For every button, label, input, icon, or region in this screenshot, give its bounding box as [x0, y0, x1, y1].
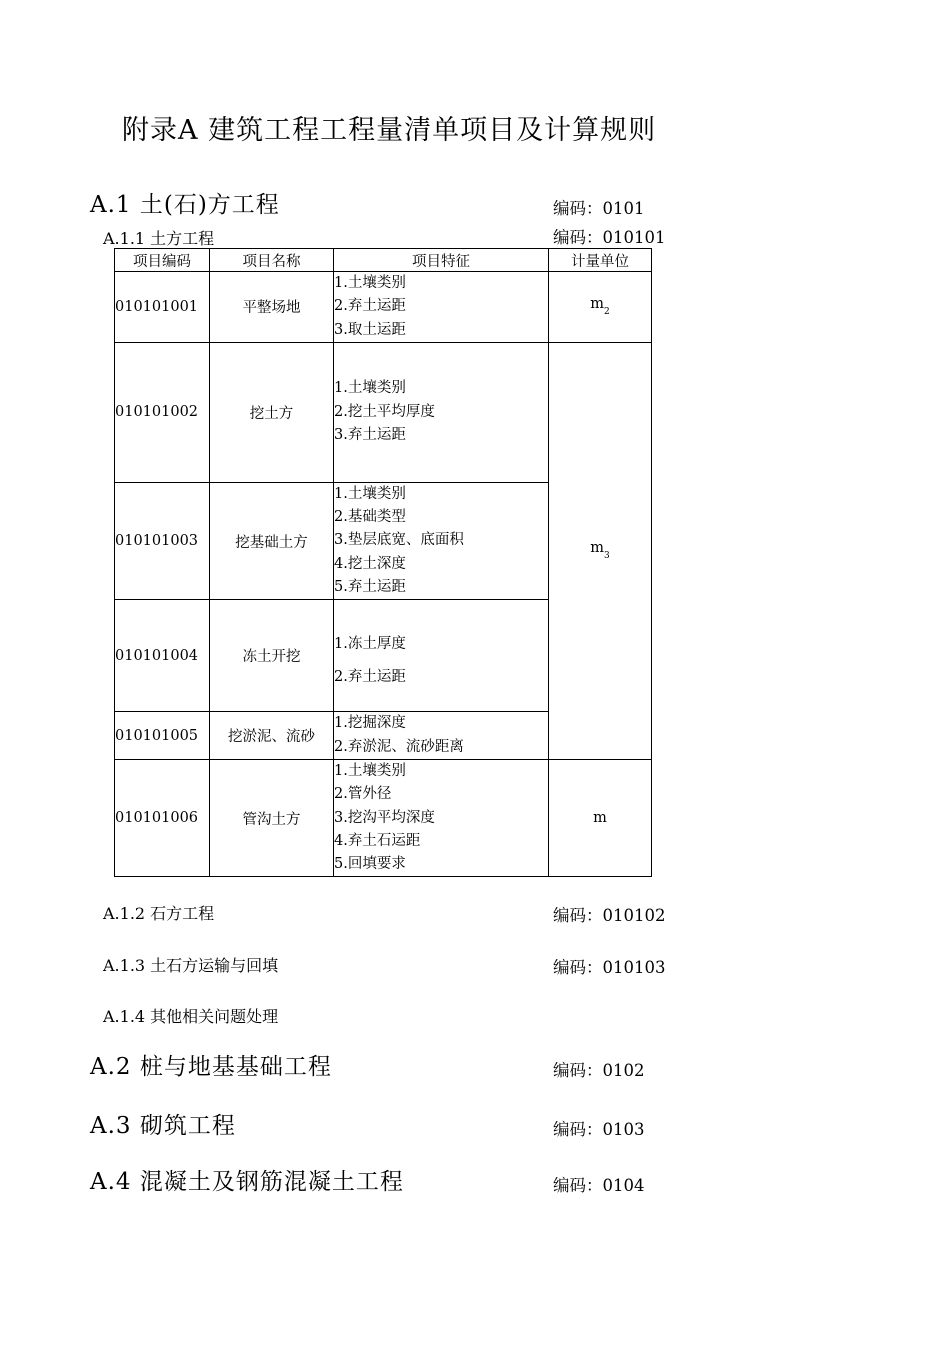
feature-line: 5.弃土运距 [334, 579, 406, 596]
section-a14-title: A.1.4 其他相关问题处理 [103, 1007, 279, 1026]
feature-line: 2.弃土运距 [334, 668, 406, 685]
feature-line: 2.挖土平均厚度 [334, 403, 435, 420]
section-a12-title: A.1.2 石方工程 [103, 904, 215, 923]
section-a3-code: 编码：0103 [553, 1120, 645, 1139]
header-code: 项目编码 [115, 249, 210, 272]
item-code: 010101004 [115, 600, 210, 712]
item-features [334, 759, 549, 876]
feature-line: 2.弃土运距 [334, 298, 406, 315]
feature-line: 1.土壤类别 [334, 485, 406, 502]
item-unit [549, 759, 652, 876]
item-unit [549, 342, 652, 759]
feature-line: 3.挖沟平均深度 [334, 809, 435, 826]
section-a11-code: 编码：010101 [553, 228, 666, 247]
table-row [115, 759, 652, 876]
feature-line: 5.回填要求 [334, 856, 406, 873]
feature-line: 4.挖土深度 [334, 555, 406, 572]
section-a13-title: A.1.3 土石方运输与回填 [103, 956, 279, 975]
section-a3-title: A.3 砌筑工程 [90, 1113, 236, 1139]
feature-line: 3.取土运距 [334, 321, 406, 338]
item-code: 010101001 [115, 272, 210, 343]
item-code: 010101002 [115, 342, 210, 482]
section-a13-code: 编码：010103 [553, 958, 666, 977]
feature-line: 1.挖掘深度 [334, 715, 406, 732]
item-code: 010101005 [115, 712, 210, 760]
feature-line: 4.弃土石运距 [334, 832, 421, 849]
feature-line: 1.土壤类别 [334, 762, 406, 779]
item-features [334, 272, 549, 343]
unit-exponent: 3 [604, 551, 610, 562]
item-name: 冻土开挖 [210, 600, 334, 712]
table-row [115, 272, 652, 343]
header-name: 项目名称 [210, 249, 334, 272]
feature-line: 1.冻土厚度 [334, 635, 406, 652]
item-features [334, 482, 549, 599]
unit-base: m [590, 296, 604, 313]
feature-line: 1.土壤类别 [334, 380, 406, 397]
feature-line: 1.土壤类别 [334, 275, 406, 291]
section-a2-code: 编码：0102 [553, 1061, 645, 1080]
table-row [115, 342, 652, 482]
item-features [334, 712, 549, 760]
item-name: 平整场地 [210, 272, 334, 343]
feature-line: 2.基础类型 [334, 509, 406, 526]
unit-base: m [593, 810, 607, 827]
section-a2-title: A.2 桩与地基基础工程 [90, 1054, 332, 1080]
feature-line: 2.弃淤泥、流砂距离 [334, 738, 464, 755]
unit-exponent: 2 [604, 307, 610, 318]
item-unit [549, 272, 652, 343]
table-header-row [115, 249, 652, 272]
feature-line: 3.垫层底宽、底面积 [334, 532, 464, 549]
page-title: 附录A 建筑工程工程量清单项目及计算规则 [122, 115, 657, 146]
section-a11-title: A.1.1 土方工程 [103, 229, 215, 248]
feature-line: 2.管外径 [334, 786, 392, 803]
section-a4-title: A.4 混凝土及钢筋混凝土工程 [90, 1169, 404, 1195]
feature-line: 3.弃土运距 [334, 427, 406, 444]
item-code: 010101003 [115, 482, 210, 599]
item-name: 挖淤泥、流砂 [210, 712, 334, 760]
item-name: 挖基础土方 [210, 482, 334, 599]
header-unit: 计量单位 [549, 249, 652, 272]
section-a1-title: A.1 土(石)方工程 [90, 192, 280, 218]
section-a4-code: 编码：0104 [553, 1176, 645, 1195]
item-code: 010101006 [115, 759, 210, 876]
section-a12-code: 编码：010102 [553, 906, 666, 925]
item-features [334, 342, 549, 482]
item-name: 挖土方 [210, 342, 334, 482]
header-features: 项目特征 [334, 249, 549, 272]
item-features [334, 600, 549, 712]
item-name: 管沟土方 [210, 759, 334, 876]
earthwork-items-table [114, 248, 652, 877]
unit-base: m [590, 540, 604, 557]
section-a1-code: 编码：0101 [553, 199, 645, 218]
